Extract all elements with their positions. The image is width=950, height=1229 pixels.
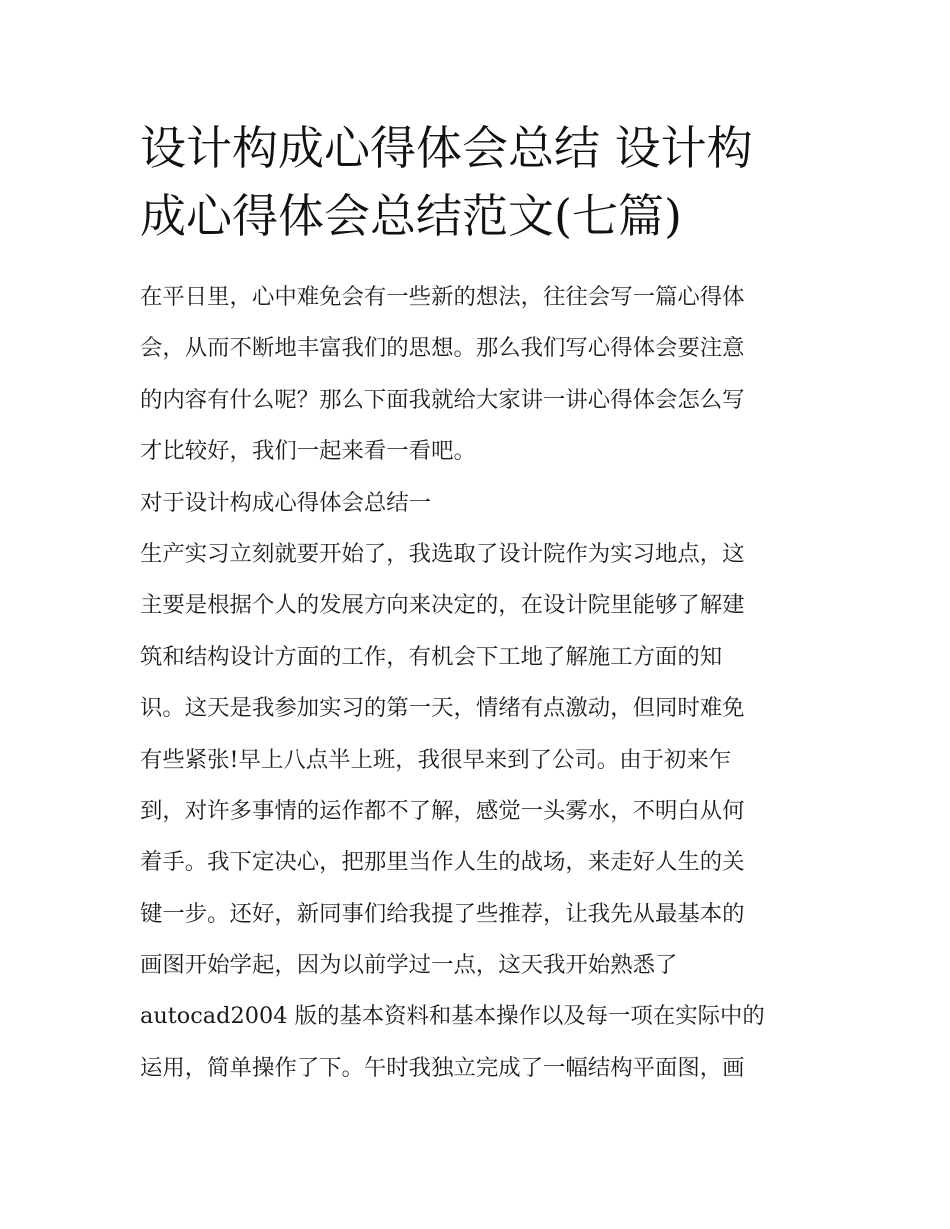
body-line: 到，对许多事情的运作都不了解，感觉一头雾水，不明白从何: [140, 797, 745, 824]
title-line-2: 成心得体会总结范文(七篇): [140, 189, 682, 243]
body-line: 识。这天是我参加实习的第一天，情绪有点激动，但同时难免: [140, 695, 745, 722]
document-body: [140, 272, 830, 1094]
body-line: 键一步。还好，新同事们给我提了些推荐，让我先从最基本的: [140, 900, 745, 927]
title-line-1: 设计构成心得体会总结 设计构: [140, 121, 753, 175]
body-line: 才比较好，我们一起来看一看吧。: [140, 438, 476, 465]
section-heading: 对于设计构成心得体会总结一: [140, 489, 432, 516]
body-line: 生产实习立刻就要开始了，我选取了设计院作为实习地点，这: [140, 540, 745, 567]
body-line: 在平日里，心中难免会有一些新的想法，往往会写一篇心得体: [140, 284, 745, 310]
body-line: 运用，简单操作了下。午时我独立完成了一幅结构平面图，画: [140, 1054, 745, 1081]
body-line: 筑和结构设计方面的工作，有机会下工地了解施工方面的知: [140, 643, 723, 670]
body-line: 的内容有什么呢？那么下面我就给大家讲一讲心得体会怎么写: [140, 386, 745, 413]
body-line: 画图开始学起，因为以前学过一点，这天我开始熟悉了: [140, 952, 678, 979]
body-line: 着手。我下定决心，把那里当作人生的战场，来走好人生的关: [140, 849, 745, 876]
body-line: 主要是根据个人的发展方向来决定的，在设计院里能够了解建: [140, 592, 745, 619]
document-title: [140, 114, 820, 250]
body-line: 会，从而不断地丰富我们的思想。那么我们写心得体会要注意: [140, 335, 745, 362]
body-line: autocad2004 版的基本资料和基本操作以及每一项在实际中的: [140, 1003, 765, 1030]
body-line: 有些紧张!早上八点半上班，我很早来到了公司。由于初来乍: [140, 746, 732, 773]
